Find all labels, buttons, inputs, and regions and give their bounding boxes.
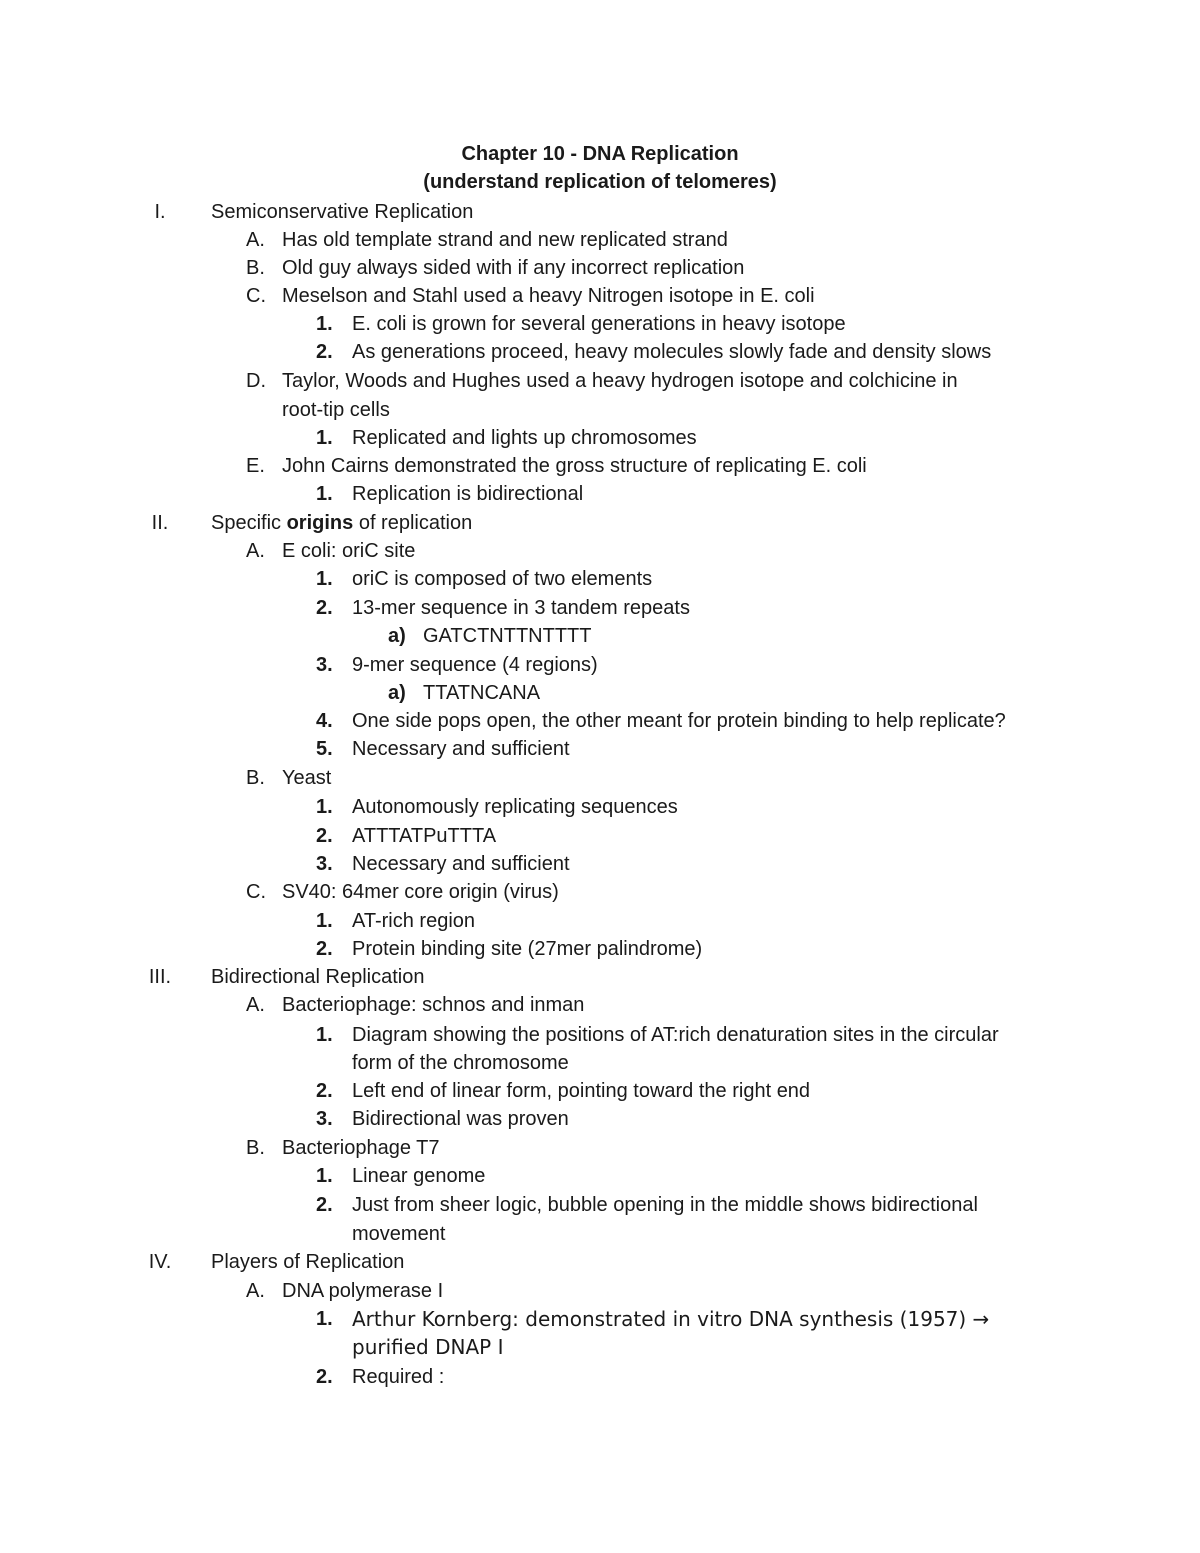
outline-text: Bacteriophage: schnos and inman	[282, 994, 585, 1016]
outline-marker: A.	[246, 994, 265, 1016]
outline-text: AT-rich region	[352, 910, 476, 932]
outline-marker: 2.	[316, 597, 333, 619]
outline-item	[0, 537, 1200, 565]
outline-item	[0, 1363, 1200, 1391]
outline-item	[0, 198, 1200, 226]
outline-item	[0, 480, 1200, 508]
outline-text: One side pops open, the other meant for protein binding to help replicate?	[352, 710, 1006, 732]
outline-item	[0, 1077, 1200, 1105]
outline-item	[0, 793, 1200, 821]
outline-item	[0, 1134, 1200, 1162]
outline-text: GATCTNTTNTTTT	[423, 625, 592, 647]
outline-marker: 1.	[316, 313, 333, 335]
outline-text: 13-mer sequence in 3 tandem repeats	[352, 597, 690, 619]
outline-marker: A.	[246, 229, 265, 251]
outline-item	[0, 594, 1200, 622]
outline-text: Arthur Kornberg: demonstrated in vitro DNA synthesis (1957) →	[352, 1307, 990, 1331]
outline-item	[0, 991, 1200, 1019]
outline-marker: 1.	[316, 796, 333, 818]
outline-text: Left end of linear form, pointing toward the right end	[352, 1080, 811, 1102]
outline-item	[0, 1049, 1200, 1077]
outline-text: Replicated and lights up chromosomes	[352, 427, 697, 449]
outline-item	[0, 367, 1200, 395]
outline-text: 9-mer sequence (4 regions)	[352, 654, 598, 676]
outline-text: Replication is bidirectional	[352, 483, 584, 505]
page-title: Chapter 10 - DNA Replication	[461, 143, 739, 165]
outline-item	[0, 1162, 1200, 1190]
outline-item	[0, 254, 1200, 282]
outline-marker: a)	[388, 682, 406, 704]
outline-marker: B.	[246, 1137, 265, 1159]
outline-marker: 1.	[316, 427, 333, 449]
outline-text: Has old template strand and new replicated strand	[282, 229, 728, 251]
outline-text: Players of Replication	[211, 1251, 405, 1273]
outline-text: DNA polymerase I	[282, 1280, 444, 1302]
outline-item	[0, 878, 1200, 906]
outline-item	[0, 452, 1200, 480]
outline-marker: B.	[246, 767, 265, 789]
outline-marker: I.	[154, 201, 166, 223]
outline-text: TTATNCANA	[423, 682, 541, 704]
outline-item	[0, 963, 1200, 991]
outline-marker: 2.	[316, 341, 333, 363]
outline-text: E coli: oriC site	[282, 540, 416, 562]
outline-text: Yeast	[282, 767, 332, 789]
outline-marker: D.	[246, 370, 266, 392]
outline-item	[0, 1021, 1200, 1049]
outline-item	[0, 1105, 1200, 1133]
outline-text: Linear genome	[352, 1165, 486, 1187]
outline-marker: 2.	[316, 938, 333, 960]
outline-item	[0, 226, 1200, 254]
outline-marker: 1.	[316, 1165, 333, 1187]
outline-item	[0, 509, 1200, 537]
outline-marker: III.	[148, 966, 172, 988]
outline-text	[211, 509, 472, 537]
outline-marker: 1.	[316, 568, 333, 590]
outline-text: Protein binding site (27mer palindrome)	[352, 938, 703, 960]
outline-item	[0, 822, 1200, 850]
outline-text: Bidirectional was proven	[352, 1108, 569, 1130]
outline-text: Meselson and Stahl used a heavy Nitrogen isotope in E. coli	[282, 285, 815, 307]
outline-text: movement	[352, 1223, 446, 1245]
outline-text: Taylor, Woods and Hughes used a heavy hydrogen isotope and colchicine in	[282, 370, 958, 392]
outline-marker: E.	[246, 455, 265, 477]
outline-text: As generations proceed, heavy molecules slowly fade and density slows	[352, 341, 992, 363]
outline-marker: 1.	[316, 1024, 333, 1046]
outline-text-part: Specific	[211, 512, 287, 534]
outline-item	[0, 310, 1200, 338]
outline-text: form of the chromosome	[352, 1052, 569, 1074]
outline-item	[0, 679, 1200, 707]
outline-text: Semiconservative Replication	[211, 201, 474, 223]
outline-text-part: of replication	[353, 512, 473, 534]
outline-marker: 4.	[316, 710, 333, 732]
outline-text: E. coli is grown for several generations in heavy isotope	[352, 313, 846, 335]
outline-item	[0, 735, 1200, 763]
outline-item	[0, 707, 1200, 735]
outline-text: Diagram showing the positions of AT:rich denaturation sites in the circular	[352, 1024, 999, 1046]
outline-marker: 1.	[316, 910, 333, 932]
outline-marker: a)	[388, 625, 406, 647]
outline-marker: A.	[246, 1280, 265, 1302]
outline-marker: B.	[246, 257, 265, 279]
outline-text: Just from sheer logic, bubble opening in the middle shows bidirectional	[352, 1194, 978, 1216]
outline-text: Necessary and sufficient	[352, 853, 570, 875]
outline-marker: 1.	[316, 1308, 333, 1330]
outline-marker: A.	[246, 540, 265, 562]
outline-marker: 5.	[316, 738, 333, 760]
outline-text: Old guy always sided with if any incorrect replication	[282, 257, 745, 279]
outline-text: Bacteriophage T7	[282, 1137, 440, 1159]
outline-item	[0, 651, 1200, 679]
outline-marker: 3.	[316, 1108, 333, 1130]
outline-item	[0, 764, 1200, 792]
outline-marker: 2.	[316, 1366, 333, 1388]
outline-item	[0, 338, 1200, 366]
outline-item	[0, 935, 1200, 963]
outline-item	[0, 396, 1200, 424]
outline-item	[0, 565, 1200, 593]
outline-marker: C.	[246, 285, 266, 307]
outline-text: ATTTATPuTTTA	[352, 825, 497, 847]
outline-item	[0, 1277, 1200, 1305]
outline-marker: 2.	[316, 1194, 333, 1216]
outline-marker: 3.	[316, 654, 333, 676]
outline-marker: 3.	[316, 853, 333, 875]
outline-text: Bidirectional Replication	[211, 966, 425, 988]
outline-item	[0, 1220, 1200, 1248]
outline-item	[0, 850, 1200, 878]
outline-item	[0, 1248, 1200, 1276]
outline-marker: II.	[151, 512, 169, 534]
outline-item	[0, 907, 1200, 935]
outline-item	[0, 1305, 1200, 1333]
outline-text: John Cairns demonstrated the gross structure of replicating E. coli	[282, 455, 867, 477]
outline-text: purified DNAP I	[352, 1335, 504, 1359]
outline-text: Autonomously replicating sequences	[352, 796, 678, 818]
bold-term: origins	[286, 512, 354, 534]
outline-text: Necessary and sufficient	[352, 738, 570, 760]
outline-marker: 2.	[316, 825, 333, 847]
outline-text: SV40: 64mer core origin (virus)	[282, 881, 559, 903]
outline-marker: 1.	[316, 483, 333, 505]
outline-item	[0, 622, 1200, 650]
outline-marker: IV.	[148, 1251, 172, 1273]
outline-item	[0, 1191, 1200, 1219]
outline-text: root-tip cells	[282, 399, 390, 421]
outline-item	[0, 424, 1200, 452]
outline-item	[0, 1333, 1200, 1361]
page-subtitle: (understand replication of telomeres)	[423, 171, 777, 193]
outline-text: oriC is composed of two elements	[352, 568, 653, 590]
outline-text: Required :	[352, 1366, 445, 1388]
outline-item	[0, 282, 1200, 310]
outline-marker: C.	[246, 881, 266, 903]
outline-marker: 2.	[316, 1080, 333, 1102]
